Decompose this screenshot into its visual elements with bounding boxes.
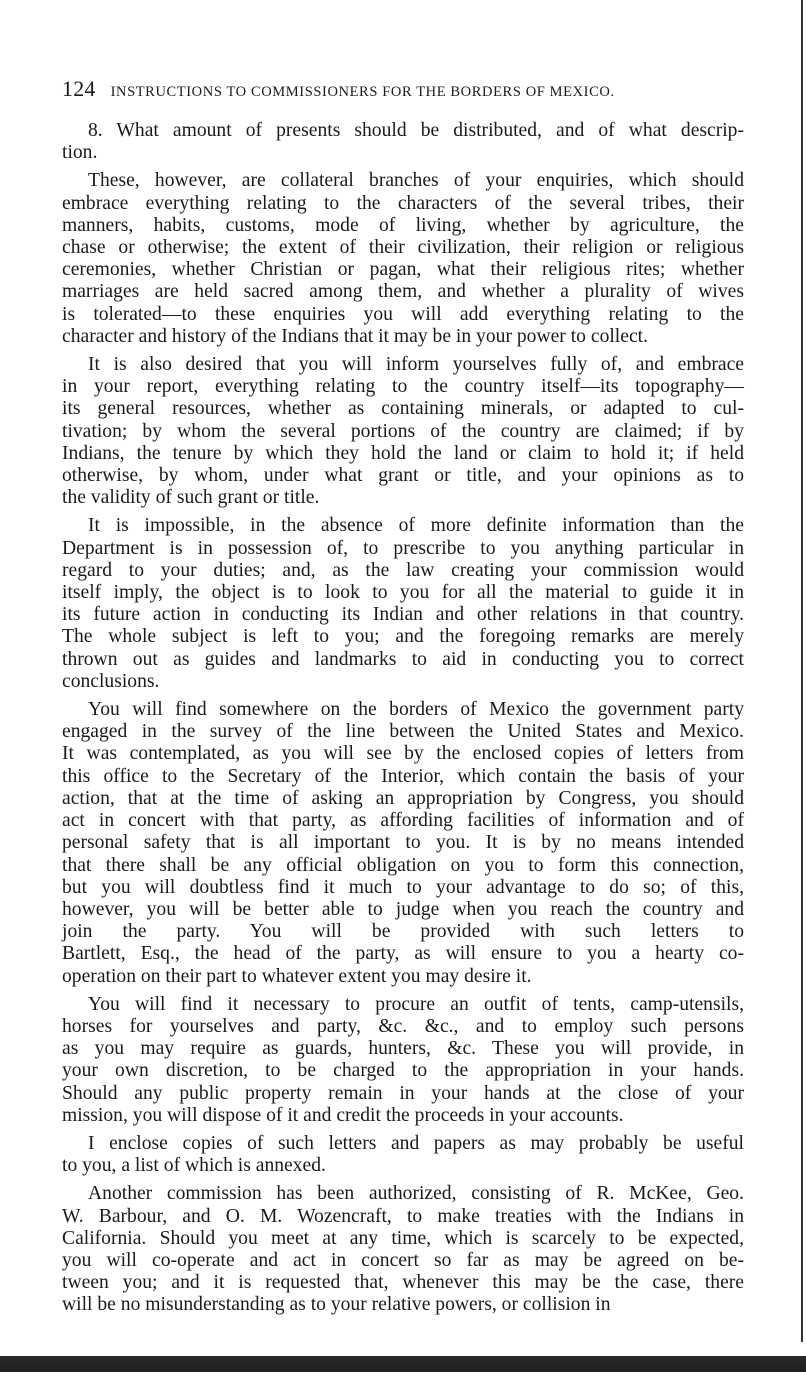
text-line: It is also desired that you will inform yourselves fully of, and embrace <box>88 354 744 376</box>
paragraph <box>62 994 744 1127</box>
text-line: but you will doubtless find it much to your advantage to do so; of this, <box>62 876 744 898</box>
text-line: your own discretion, to be charged to the appropriation in your hands. <box>62 1060 744 1082</box>
text-line: that there shall be any official obligation on you to form this connection, <box>62 854 744 876</box>
text-line: W. Barbour, and O. M. Wozencraft, to make treaties with the Indians in <box>62 1205 744 1227</box>
running-title: INSTRUCTIONS TO COMMISSIONERS FOR THE BORDERS OF MEXICO. <box>110 84 615 100</box>
text-line: regard to your duties; and, as the law creating your commission would <box>62 559 744 581</box>
text-line: These, however, are collateral branches of your enquiries, which should <box>88 170 744 192</box>
paragraph <box>62 170 744 348</box>
text-line: tion. <box>62 142 98 164</box>
paragraph <box>62 120 744 164</box>
text-line: will be no misunderstanding as to your relative powers, or collision in <box>62 1294 611 1316</box>
text-line: The whole subject is left to you; and the foregoing remarks are merely <box>62 626 744 648</box>
text-line: Department is in possession of, to prescribe to you anything particular in <box>62 537 744 559</box>
text-line: is tolerated—to these enquiries you will add everything relating to the <box>62 303 744 325</box>
text-line: marriages are held sacred among them, and whether a plurality of wives <box>62 281 744 303</box>
text-line: manners, habits, customs, mode of living, whether by agriculture, the <box>62 214 744 236</box>
text-line: you will co-operate and act in concert so far as may be agreed on be- <box>62 1249 744 1271</box>
text-line: personal safety that is all important to you. It is by no means intended <box>62 832 744 854</box>
text-line: operation on their part to whatever extent you may desire it. <box>62 965 532 987</box>
text-line: 8. What amount of presents should be distributed, and of what descrip- <box>88 120 744 141</box>
text-line: mission, you will dispose of it and credit the proceeds in your accounts. <box>62 1104 624 1126</box>
text-line: engaged in the survey of the line between the United States and Mexico. <box>62 721 744 743</box>
text-line: thrown out as guides and landmarks to aid in conducting you to correct <box>62 648 744 670</box>
text-line: in your report, everything relating to the country itself—its topography— <box>62 376 744 398</box>
text-line: the validity of such grant or title. <box>62 487 320 509</box>
text-line: chase or otherwise; the extent of their civilization, their religion or religious <box>62 237 744 259</box>
text-line: this office to the Secretary of the Interior, which contain the basis of your <box>62 765 744 787</box>
text-line: as you may require as guards, hunters, &c. These you will provide, in <box>62 1038 744 1060</box>
page-edge-right <box>801 0 803 1342</box>
text-line: I enclose copies of such letters and papers as may probably be useful <box>88 1132 744 1154</box>
text-line: Another commission has been authorized, consisting of R. McKee, Geo. <box>88 1183 744 1205</box>
text-line: act in concert with that party, as affording facilities of information and of <box>62 810 744 832</box>
page-number: 124 <box>62 76 96 101</box>
paragraph <box>62 1183 744 1316</box>
paragraph <box>62 699 744 988</box>
text-line: tween you; and it is requested that, whenever this may be the case, there <box>62 1272 744 1294</box>
text-line: California. Should you meet at any time, which is scarcely to be expected, <box>62 1227 744 1249</box>
paragraph <box>62 515 744 693</box>
text-line: character and history of the Indians that it may be in your power to collect. <box>62 325 648 347</box>
text-line: Should any public property remain in your hands at the close of your <box>62 1082 744 1104</box>
page-edge-bottom <box>0 1350 806 1372</box>
text-line: tivation; by whom the several portions of the country are claimed; if by <box>62 420 744 442</box>
text-line: to you, a list of which is annexed. <box>62 1155 326 1177</box>
text-line: ceremonies, whether Christian or pagan, what their religious rites; whether <box>62 259 744 281</box>
text-line: itself imply, the object is to look to you for all the material to guide it in <box>62 582 744 604</box>
text-line: action, that at the time of asking an appropriation by Congress, you should <box>62 787 744 809</box>
paragraph <box>62 1133 744 1177</box>
text-line: its general resources, whether as containing minerals, or adapted to cul- <box>62 398 744 420</box>
text-line: You will find it necessary to procure an outfit of tents, camp-utensils, <box>88 993 744 1015</box>
text-line: It was contemplated, as you will see by the enclosed copies of letters from <box>62 743 744 765</box>
text-line: Bartlett, Esq., the head of the party, as will ensure to you a hearty co- <box>62 943 744 965</box>
text-line: horses for yourselves and party, &c. &c., and to employ such persons <box>62 1015 744 1037</box>
text-line: join the party. You will be provided with such letters to <box>62 921 744 943</box>
text-line: however, you will be better able to judge when you reach the country and <box>62 898 744 920</box>
text-line: Indians, the tenure by which they hold the land or claim to hold it; if held <box>62 442 744 464</box>
text-line: otherwise, by whom, under what grant or title, and your opinions as to <box>62 465 744 487</box>
text-line: embrace everything relating to the characters of the several tribes, their <box>62 192 744 214</box>
body-text <box>62 120 744 1323</box>
page-header <box>62 76 712 102</box>
paragraph <box>62 354 744 509</box>
text-line: conclusions. <box>62 670 160 692</box>
text-line: its future action in conducting its Indian and other relations in that country. <box>62 604 744 626</box>
text-line: It is impossible, in the absence of more definite information than the <box>88 515 744 537</box>
text-line: You will find somewhere on the borders of Mexico the government party <box>88 699 744 721</box>
